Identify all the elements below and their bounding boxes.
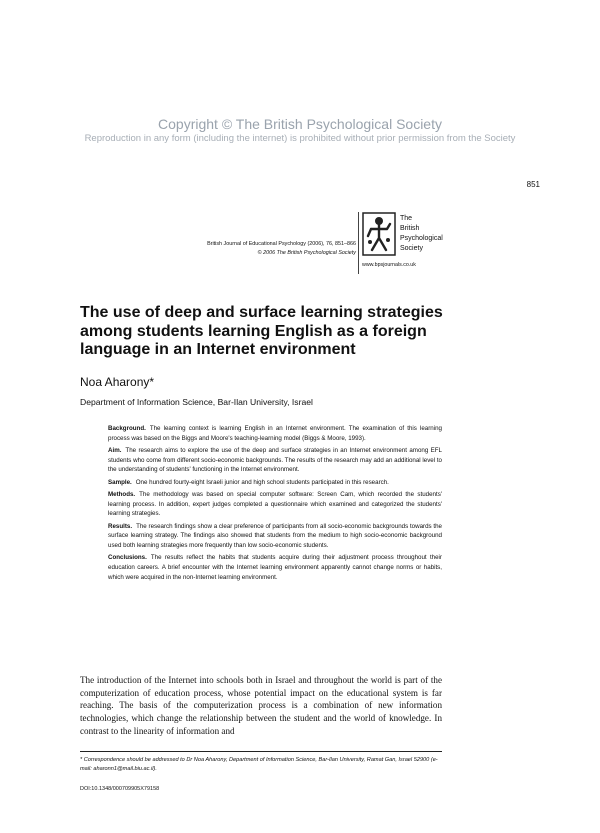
- journal-copyright: © 2006 The British Psychological Society: [257, 250, 356, 256]
- aim-text: The research aims to explore the use of the deep and surface strategies in an Internet environment among EFL students who come from different socio-economic backgrounds. The results of the research may add an additional level to the understanding of students' functioning in the Internet environment.: [108, 447, 442, 474]
- background-text: The learning context is learning English in an Internet environment. The examination of this learning process was based on the Biggs and Moore's teaching-learning model (Biggs & Moore, 1993).: [108, 425, 442, 442]
- results-label: Results.: [108, 522, 133, 530]
- methods-text: The methodology was based on special computer software: Screen Cam, which recorded the students' learning process. In addition, expert judges completed a questionnaire which examined and categorized the students' learning strategies.: [108, 491, 442, 518]
- abstract-background: [108, 424, 442, 443]
- abstract-aim: [108, 446, 442, 475]
- abstract-conclusions: [108, 553, 442, 582]
- page-number: 851: [526, 180, 540, 189]
- author-name: Noa Aharony*: [80, 375, 155, 389]
- background-label: Background.: [108, 425, 146, 432]
- abstract-sample: [108, 478, 442, 488]
- article-title: The use of deep and surface learning strategies among students learning English as a foreign language in an Internet environment: [80, 304, 443, 358]
- journal-line: British Journal of Educational Psychology (2006), 76, 851–866: [207, 241, 356, 247]
- sample-label: Sample.: [108, 478, 132, 486]
- copyright-watermark: Copyright © The British Psychological Society: [158, 116, 442, 132]
- society-line-3: Psychological: [400, 235, 443, 242]
- journal-url: www.bpsjournals.co.uk: [362, 262, 416, 268]
- abstract-methods: [108, 490, 442, 519]
- conclusions-text: The results reflect the habits that students acquire during their adjustment process throughout their education careers. A brief encounter with the Internet learning environment apparently cannot change norms or habits, which were acquired in the non-Internet learning environment.: [108, 554, 442, 581]
- abstract: [108, 424, 442, 585]
- society-line-2: British: [400, 225, 420, 232]
- bps-logo-icon: [362, 212, 396, 256]
- body-paragraph: The introduction of the Internet into schools both in Israel and throughout the world is part of the computerization of education process, whose potential impact on the educational system is far reaching. The basis of the computerization process is a combination of new information technologies, which change the relationship between the student and the world of knowledge. In contrast to the linearity of information and: [80, 675, 442, 736]
- author-affiliation: Department of Information Science, Bar-Ilan University, Israel: [80, 397, 313, 407]
- results-text: The research findings show a clear preference of participants from all socio-economic backgrounds towards the surface learning strategy. The findings also showed that students from the medium to high socio-economic background used both learning strategies more frequently than low socio-economic students.: [108, 522, 442, 550]
- correspondence-footnote: * Correspondence should be addressed to Dr Noa Aharony, Department of Information Science, Bar-Ilan University, Ramat Gan, Israel 52900 (e-mail: aharonn1@mail.biu.ac.il).: [80, 757, 438, 772]
- methods-label: Methods.: [108, 491, 136, 498]
- society-line-1: The: [400, 215, 413, 222]
- society-line-4: Society: [400, 245, 423, 252]
- journal-citation: [140, 240, 356, 258]
- footnote-rule: [80, 751, 442, 752]
- society-name: [400, 214, 443, 254]
- conclusions-label: Conclusions.: [108, 554, 147, 562]
- aim-label: Aim.: [108, 447, 122, 454]
- sample-text: One hundred fourty-eight Israeli junior and high school students participated in this research.: [135, 478, 389, 486]
- header-divider: [358, 212, 359, 274]
- doi: DOI:10.1348/000709905X79158: [80, 786, 160, 792]
- reproduction-notice: Reproduction in any form (including the internet) is prohibited without prior permission from the Society: [84, 133, 516, 144]
- abstract-results: [108, 522, 442, 551]
